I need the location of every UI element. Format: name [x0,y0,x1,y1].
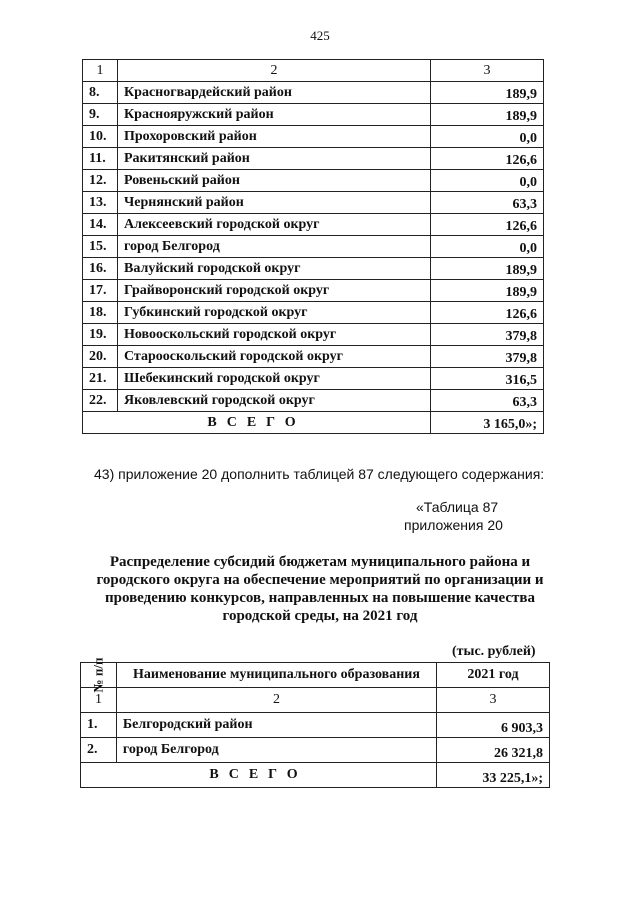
amendment-text: 43) приложение 20 дополнить таблицей 87 следующего содержания: [94,466,545,482]
row-number: 18. [83,302,118,324]
row-municipality: Ровеньский район [118,170,431,192]
row-municipality: Губкинский городской округ [118,302,431,324]
col-name-header: Наименование муниципального образования [116,663,436,688]
total-value: 33 225,1»; [437,763,550,788]
row-number: 20. [83,346,118,368]
row-number: 9. [83,104,118,126]
row-amount: 126,6 [431,148,544,170]
table-caption-line2: приложения 20 [404,517,503,533]
row-amount: 189,9 [431,280,544,302]
table-row [83,170,544,192]
row-amount: 126,6 [431,302,544,324]
table-row [83,302,544,324]
row-number: 12. [83,170,118,192]
row-municipality: Красногвардейский район [118,82,431,104]
table-row [83,214,544,236]
table-caption-line1: «Таблица 87 [416,499,499,515]
row-number: 16. [83,258,118,280]
table-row [83,82,544,104]
col-year-header: 2021 год [437,663,550,688]
row-amount: 63,3 [431,192,544,214]
row-municipality: Новооскольский городской округ [118,324,431,346]
row-municipality: Шебекинский городской округ [118,368,431,390]
units-label: (тыс. рублей) [452,644,536,659]
table-row [83,258,544,280]
row-number: 22. [83,390,118,412]
table-row [83,390,544,412]
total-row [83,412,544,434]
table-row [83,280,544,302]
header-col-1: 1 [83,60,118,82]
table-row [83,368,544,390]
table-row [83,346,544,368]
header-col-1: 1 [81,688,117,713]
row-amount: 6 903,3 [437,713,550,738]
table-row [81,713,550,738]
row-municipality: Грайворонский городской округ [118,280,431,302]
row-municipality: Чернянский район [118,192,431,214]
table-header-row [81,663,550,688]
table-row [83,192,544,214]
table-header-row [83,60,544,82]
row-number: 11. [83,148,118,170]
row-amount: 126,6 [431,214,544,236]
row-amount: 26 321,8 [437,738,550,763]
row-municipality: город Белгород [118,236,431,258]
row-municipality: Яковлевский городской округ [118,390,431,412]
row-amount: 0,0 [431,126,544,148]
row-municipality: Белгородский район [116,713,436,738]
row-amount: 379,8 [431,324,544,346]
header-col-3: 3 [431,60,544,82]
document-title: Распределение субсидий бюджетам муниципального района и городского округа на обеспечение мероприятий по организации и проведению конкурсов, направленных на повышение качества городской среды, на 2021 год [96,554,544,624]
row-municipality: Ракитянский район [118,148,431,170]
row-municipality: Алексеевский городской округ [118,214,431,236]
row-municipality: Старооскольский городской округ [118,346,431,368]
total-value: 3 165,0»; [431,412,544,434]
row-number: 15. [83,236,118,258]
row-number: 17. [83,280,118,302]
subsidy-table-87 [80,657,550,788]
table-row [83,126,544,148]
row-amount: 0,0 [431,170,544,192]
row-municipality: город Белгород [116,738,436,763]
row-amount: 189,9 [431,258,544,280]
col-number-header-text: № п/п [90,657,106,692]
row-amount: 316,5 [431,368,544,390]
table-row [83,148,544,170]
row-amount: 189,9 [431,82,544,104]
row-amount: 0,0 [431,236,544,258]
total-label: ВСЕГО [81,763,437,788]
header-col-2: 2 [116,688,436,713]
row-number: 14. [83,214,118,236]
row-number: 13. [83,192,118,214]
row-number: 10. [83,126,118,148]
total-row [81,763,550,788]
subsidy-table-continued [82,59,544,434]
row-amount: 189,9 [431,104,544,126]
table-row [81,738,550,763]
row-municipality: Прохоровский район [118,126,431,148]
header-col-3: 3 [437,688,550,713]
col-number-header [81,657,117,692]
row-amount: 63,3 [431,390,544,412]
table-row [83,236,544,258]
row-amount: 379,8 [431,346,544,368]
header-col-2: 2 [118,60,431,82]
row-number: 21. [83,368,118,390]
row-municipality: Краснояружский район [118,104,431,126]
column-numbers-row [81,688,550,713]
total-label: ВСЕГО [83,412,431,434]
row-number: 1. [81,713,117,738]
row-municipality: Валуйский городской округ [118,258,431,280]
row-number: 19. [83,324,118,346]
table-row [83,104,544,126]
page-number: 425 [310,28,330,43]
row-number: 2. [81,738,117,763]
row-number: 8. [83,82,118,104]
table-row [83,324,544,346]
